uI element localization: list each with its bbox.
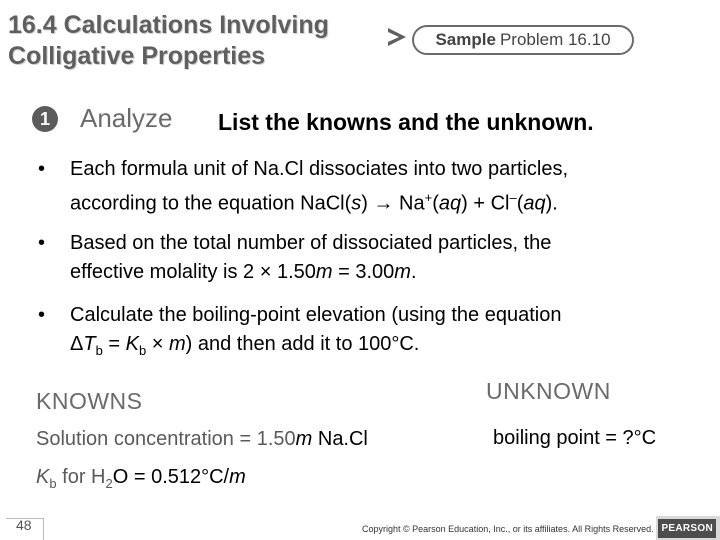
bullet-line: effective molality is 2 × 1.50m = 3.00m. <box>70 261 417 283</box>
step-number-badge: 1 <box>32 106 58 132</box>
sample-problem-badge <box>412 25 634 55</box>
pearson-logo-text: PEARSON <box>658 519 716 538</box>
sample-number: Problem 16.10 <box>499 30 611 49</box>
known-concentration: Solution concentration = 1.50m Na.Cl <box>36 428 368 450</box>
step-instruction: List the knowns and the unknown. <box>218 109 594 135</box>
knowns-heading: KNOWNS <box>36 388 143 414</box>
step-name: Analyze <box>80 103 173 133</box>
bullet-line: Each formula unit of Na.Cl dissociates into two particles, <box>70 158 568 180</box>
bullet-line: $\Delta T_b = K_b \times m$) and then add it to 100°C. <box>70 333 420 358</box>
bullet-line: according to the equation NaCl(s) → Na+(aq) + Cl–(aq). <box>70 190 558 215</box>
bullet-dot: • <box>38 158 46 180</box>
bullet-line: Calculate the boiling-point elevation (using the equation <box>70 304 562 326</box>
section-title <box>8 10 329 72</box>
unknown-heading: UNKNOWN <box>486 378 611 404</box>
bullet-dot: • <box>38 304 46 326</box>
known-kb: $K_b$ for $H_2O = 0.512^\circ C/m$ <box>36 466 246 491</box>
section-title-line1: 16.4 Calculations Involving <box>8 11 329 39</box>
unknown-boiling-point: boiling point = ?°C <box>493 427 657 449</box>
section-title-line2: Colligative Properties <box>8 42 266 70</box>
pearson-logo <box>656 516 720 540</box>
bullet-line: Based on the total number of dissociated particles, the <box>70 232 552 254</box>
chevron-right-icon <box>384 19 412 53</box>
bullet-dot: • <box>38 232 46 254</box>
sample-label: Sample <box>435 30 496 49</box>
page-number: 48 <box>16 517 32 533</box>
copyright-notice: Copyright © Pearson Education, Inc., or its affiliates. All Rights Reserved. <box>362 524 654 534</box>
